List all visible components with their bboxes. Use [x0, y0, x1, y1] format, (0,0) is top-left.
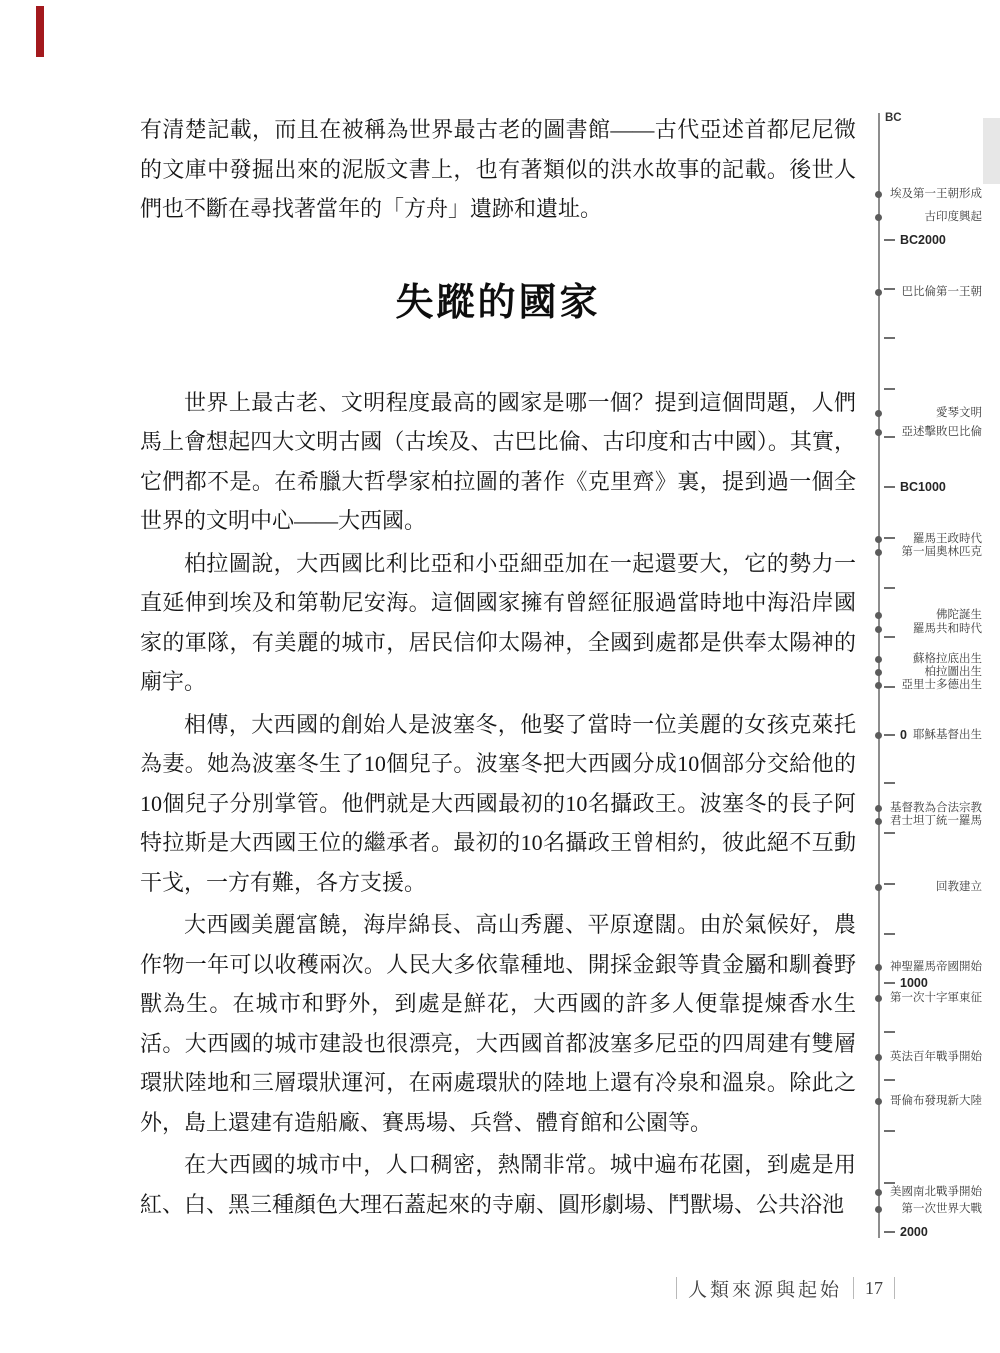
timeline-event-label: 埃及第一王朝形成 [890, 188, 982, 200]
footer-chapter-title: 人類來源與起始 [688, 1279, 843, 1301]
body-paragraph: 相傳，大西國的創始人是波塞冬，他娶了當時一位美麗的女孩克萊托為妻。她為波塞冬生了10個兒子。波塞冬把大西國分成10個部分交給他的10個兒子分別掌管。他們就是大西國最初的10名攝政王。波塞冬的長子阿特拉斯是大西國王位的繼承者。最初的10名攝政王曾相約，彼此絕不互動干戈，一方有難，各方支援。 [140, 711, 856, 895]
timeline-event-dot [875, 818, 882, 825]
timeline-event-label: 愛琴文明 [936, 407, 982, 419]
timeline-event-label: 第一次十字軍東征 [890, 992, 982, 1004]
timeline-event-label: 羅馬共和時代 [913, 623, 982, 635]
timeline-event-label: 亞里士多德出生 [901, 679, 982, 691]
page-footer [676, 1274, 895, 1302]
timeline-tick [884, 1031, 895, 1033]
timeline-era-top-label: BC [885, 112, 902, 124]
body-paragraph: 在大西國的城市中，人口稠密，熱鬧非常。城中遍布花園，到處是用紅、白、黑三種顏色大理石蓋起來的寺廟、圓形劇場、鬥獸場、公共浴池 [140, 1152, 856, 1217]
body-text [140, 110, 856, 1227]
paragraph-list [140, 383, 856, 1225]
timeline-event-dot [875, 884, 882, 891]
timeline-tick [884, 636, 895, 638]
timeline-event-label: 第一次世界大戰 [901, 1203, 982, 1215]
body-paragraph: 世界上最古老、文明程度最高的國家是哪一個？提到這個問題，人們馬上會想起四大文明古國（古埃及、古巴比倫、古印度和古中國）。其實，它們都不是。在希臘大哲學家柏拉圖的著作《克里齊》裏，提到過一個全世界的文明中心——大西國。 [140, 389, 856, 533]
timeline-event-label: 第一屆奧林匹克 [901, 546, 982, 558]
timeline-era-label: BC2000 [900, 233, 946, 247]
timeline-tick [884, 1231, 895, 1233]
timeline-event-dot [875, 1098, 882, 1105]
timeline-event-label: 巴比倫第一王朝 [901, 286, 982, 298]
timeline-event-label: 君士坦丁統一羅馬 [890, 815, 982, 827]
timeline-era-label: 2000 [900, 1225, 928, 1239]
body-paragraph: 大西國美麗富饒，海岸綿長、高山秀麗、平原遼闊。由於氣候好，農作物一年可以收穫兩次。人民大多依靠種地、開採金銀等貴金屬和馴養野獸為生。在城市和野外，到處是鮮花，大西國的許多人便靠提煉香水生活。大西國的城市建設也很漂亮，大西國首都波塞多尼亞的四周建有雙層環狀陸地和三層環狀運河，在兩處環狀的陸地上還有冷泉和溫泉。除此之外，島上還建有造船廠、賽馬場、兵營、體育館和公園等。 [140, 912, 856, 1135]
footer-divider [894, 1277, 895, 1299]
timeline-event-label: 佛陀誕生 [936, 609, 982, 621]
timeline-event-dot [875, 429, 882, 436]
timeline-event-label: 美國南北戰爭開始 [890, 1186, 982, 1198]
timeline-event-label: 羅馬王政時代 [913, 533, 982, 545]
timeline-event-dot [875, 995, 882, 1002]
timeline-event-dot [875, 536, 882, 543]
timeline-tick [884, 388, 895, 390]
timeline-tick [884, 337, 895, 339]
timeline-event-label: 回教建立 [936, 881, 982, 893]
timeline-event-dot [875, 669, 882, 676]
timeline-event-dot [875, 732, 882, 739]
timeline-event-dot [875, 549, 882, 556]
timeline-era-label: BC1000 [900, 480, 946, 494]
timeline-event-label: 哥倫布發現新大陸 [890, 1095, 982, 1107]
timeline-tick [884, 933, 895, 935]
timeline-tick [884, 239, 895, 241]
footer-divider [853, 1277, 854, 1299]
timeline-tick [884, 587, 895, 589]
timeline-event-label: 蘇格拉底出生 [913, 653, 982, 665]
timeline-era-label: 1000 [900, 976, 928, 990]
timeline-event-label: 柏拉圖出生 [924, 666, 982, 678]
continuation-paragraph: 有清楚記載，而且在被稱為世界最古老的圖書館——古代亞述首都尼尼微的文庫中發掘出來的泥版文書上，也有著類似的洪水故事的記載。後世人們也不斷在尋找著當年的「方舟」遺跡和遺址。 [140, 117, 856, 221]
timeline-event-dot [875, 410, 882, 417]
timeline-event-dot [875, 682, 882, 689]
timeline-event-dot [875, 289, 882, 296]
timeline-event-dot [875, 626, 882, 633]
page-edge-index-tab [983, 118, 1000, 184]
timeline-tick [884, 782, 895, 784]
timeline-tick [884, 1182, 895, 1184]
timeline-event-dot [875, 1206, 882, 1213]
chapter-edge-tab [36, 6, 44, 57]
timeline-event-label: 神聖羅馬帝國開始 [890, 961, 982, 973]
timeline-tick [884, 1079, 895, 1081]
timeline-event-dot [875, 805, 882, 812]
timeline-event-label: 耶穌基督出生 [913, 729, 982, 741]
section-title: 失蹤的國家 [395, 281, 601, 324]
timeline-event-label: 基督教為合法宗教 [890, 802, 982, 814]
timeline-event-dot [875, 1054, 882, 1061]
timeline-event-dot [875, 612, 882, 619]
timeline-tick [884, 1130, 895, 1132]
timeline-axis-line [878, 113, 880, 1238]
body-paragraph: 柏拉圖說，大西國比利比亞和小亞細亞加在一起還要大，它的勢力一直延伸到埃及和第勒尼安海。這個國家擁有曾經征服過當時地中海沿岸國家的軍隊，有美麗的城市，居民信仰太陽神，全國到處都是供奉太陽神的廟宇。 [140, 550, 856, 694]
timeline-event-dot [875, 1189, 882, 1196]
timeline-event-label: 英法百年戰爭開始 [890, 1051, 982, 1063]
footer-page-number: 17 [865, 1277, 884, 1298]
timeline-era-label: 0 [900, 728, 907, 742]
timeline-event-dot [875, 214, 882, 221]
timeline-event-label: 亞述擊敗巴比倫 [901, 426, 982, 438]
timeline-event-dot [875, 191, 882, 198]
timeline-event-dot [875, 656, 882, 663]
timeline-tick [884, 982, 895, 984]
timeline-tick [884, 486, 895, 488]
footer-divider [676, 1277, 677, 1299]
timeline-event-label: 古印度興起 [924, 211, 982, 223]
timeline-event-dot [875, 964, 882, 971]
timeline-tick [884, 832, 895, 834]
